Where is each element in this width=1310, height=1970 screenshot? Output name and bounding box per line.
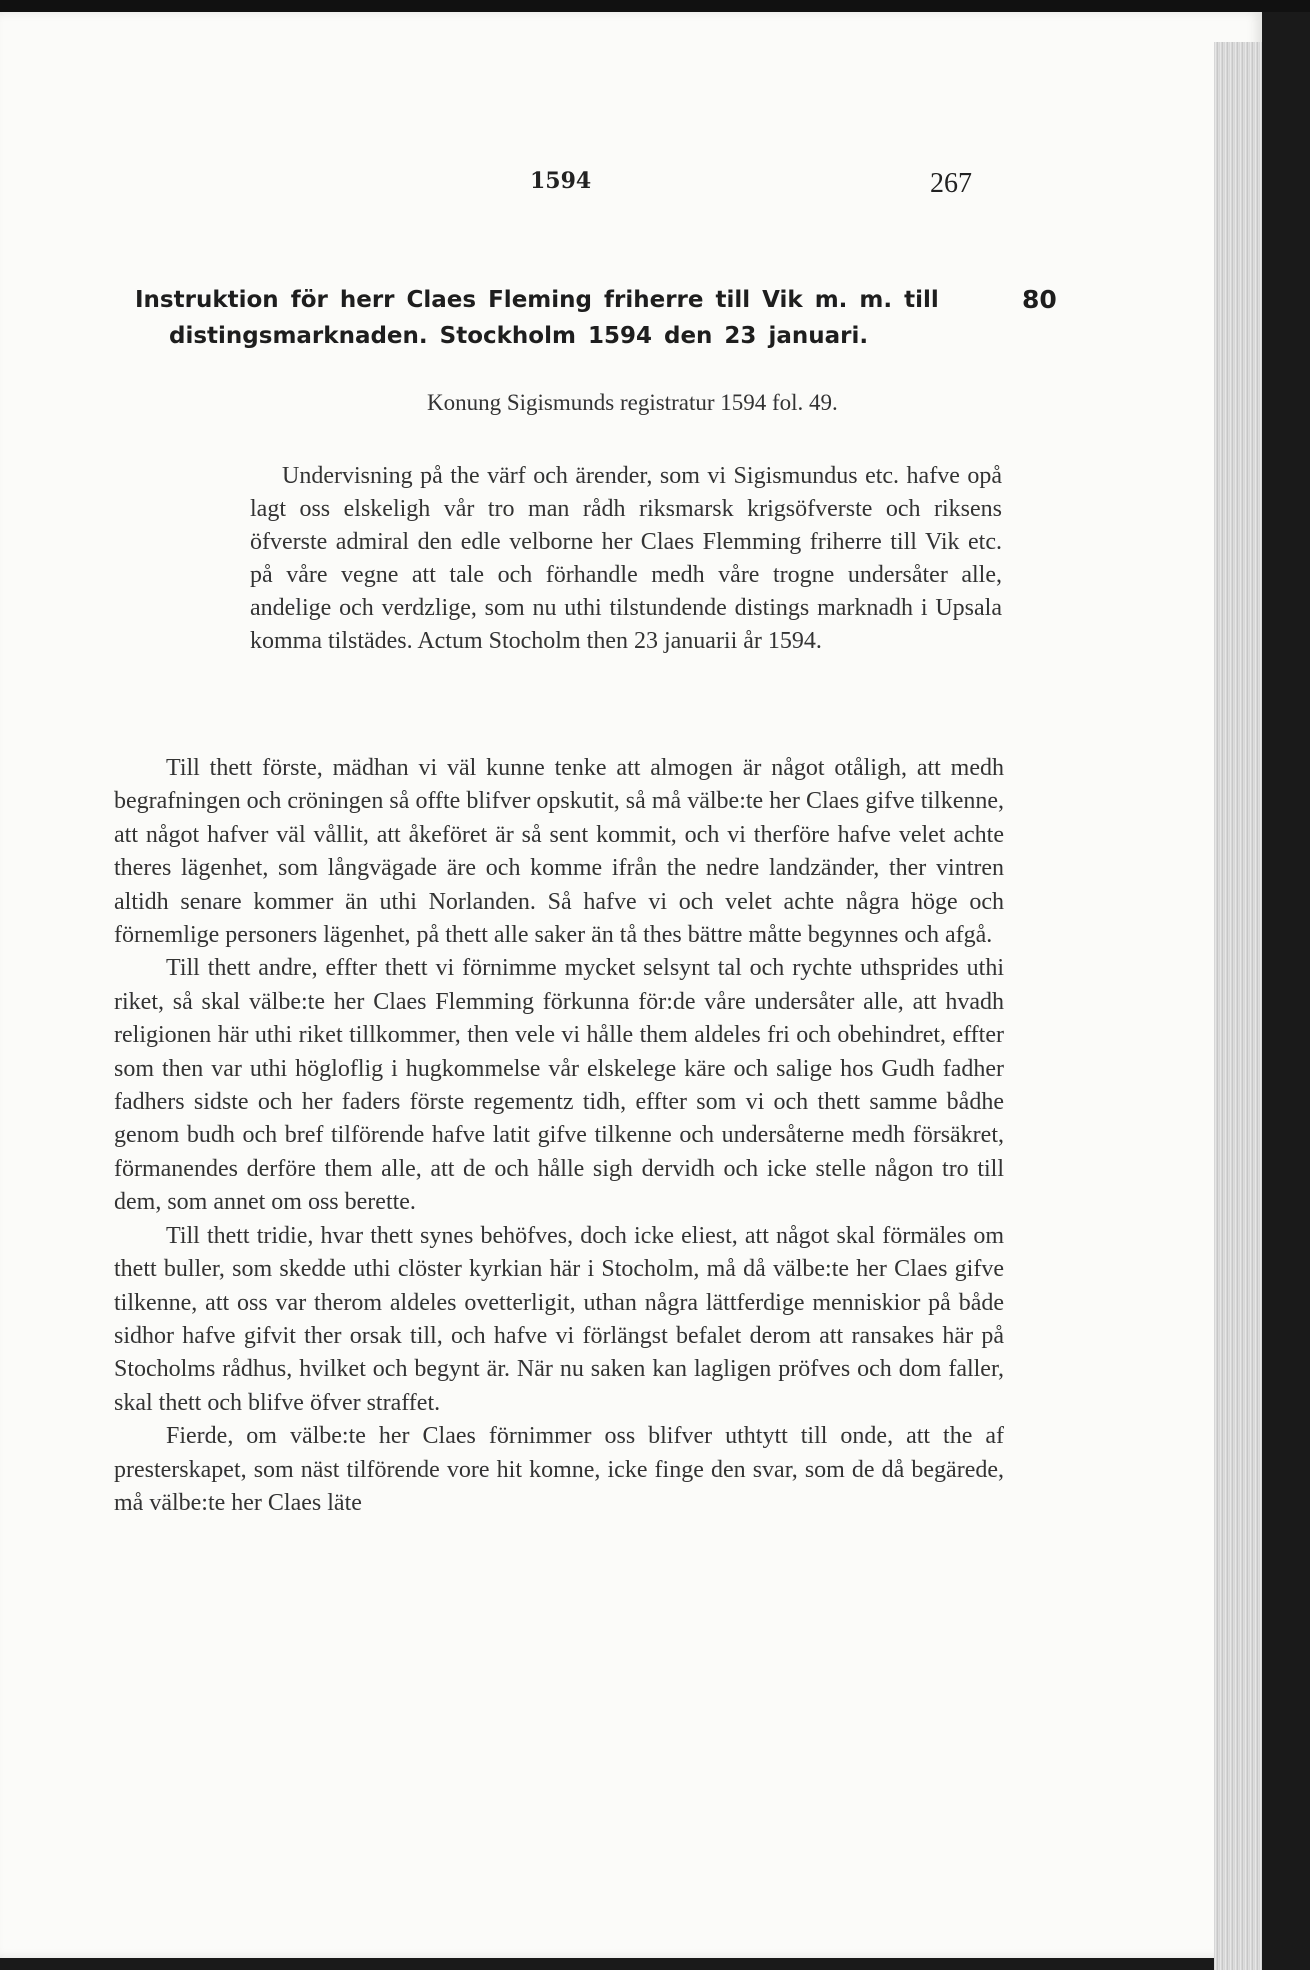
document-title-line-1: Instruktion för herr Claes Fleming friherre till Vik m. m. till bbox=[135, 287, 939, 313]
document-title bbox=[135, 282, 1007, 354]
intro-paragraph: Undervisning på the värf och ärender, som vi Sigismundus etc. hafve opå lagt oss elskeligh vår tro man rådh riksmarsk krigsöfverste och riksens öfverste admiral den edle velborne her Claes Flemming friherre till Vik etc. på våre vegne att tale och förhandle medh våre trogne undersåter alle, andelige och verdzlige, som nu uthi tilstundende distings marknadh i Upsala komma tilstädes. Actum Stocholm then 23 januarii år 1594. bbox=[250, 463, 1002, 654]
header-year: 1594 bbox=[530, 168, 592, 194]
document-number: 80 bbox=[1022, 285, 1057, 314]
page-number: 267 bbox=[930, 168, 972, 199]
body-text bbox=[114, 752, 1004, 1520]
source-reference: Konung Sigismunds registratur 1594 fol. 49. bbox=[427, 390, 838, 415]
paragraph-third: Till thett tridie, hvar thett synes behöfves, doch icke eliest, att något skal förmäles om thett buller, som skedde uthi clöster kyrkian här i Stocholm, må då välbe:te her Claes gifve tilkenne, att oss var therom aldeles ovetterligit, uthan några lättferdige menniskior på både sidhor hafve gifvit ther orsak till, och hafve vi förlängst befalet derom att ransakes här på Stocholms rådhus, hvilket och begynt är. När nu saken kan lagligen pröfves och dom faller, skal thett och blifve öfver straffet. bbox=[114, 1222, 1004, 1416]
document-title-line-2: distingsmarknaden. Stockholm 1594 den 23 januari. bbox=[169, 323, 869, 349]
paragraph-fourth: Fierde, om välbe:te her Claes förnimmer oss blifver uthtytt till onde, att the af presterskapet, som näst tilförende vore hit komne, icke finge den svar, som de då begärede, må välbe:te her Claes läte bbox=[114, 1423, 1004, 1516]
book-page bbox=[0, 12, 1262, 1958]
paragraph-second: Till thett andre, effter thett vi förnimme mycket selsynt tal och rychte uthsprides uthi riket, så skal välbe:te her Claes Flemming förkunna för:de våre undersåter alle, att hvadh religionen här uthi riket tillkommer, then vele vi hålle them aldeles fri och obehindret, effter som then var uthi högloflig i hugkommelse vår elskelege käre och salige hos Gudh fadher fadhers sidste och her faders förste regementz tidh, effter som vi och thett samme bådhe genom budh och bref tilförende hafve latit gifve tilkenne och undersåterne medh försäkret, förmanendes derföre them alle, att de och hålle sigh dervidh och icke stelle någon tro till dem, som annet om oss berette. bbox=[114, 955, 1004, 1216]
paragraph-first: Till thett förste, mädhan vi väl kunne tenke att almogen är något otåligh, att medh begrafningen och cröningen så offte blifver opskutit, så må välbe:te her Claes gifve tilkenne, att något hafver väl vållit, att åkeföret är så sent kommit, och vi therföre hafve velet achte theres lägenhet, som långvägade äre och komme ifrån the nedre landzänder, ther vintren altidh senare kommer än uthi Norlanden. Så hafve vi och velet achte några höge och förnemlige personers lägenhet, på thett alle saker än tå thes bättre måtte begynnes och afgå. bbox=[114, 755, 1004, 949]
running-header bbox=[160, 168, 972, 208]
page-edge-shadow bbox=[1214, 42, 1262, 1970]
scan-top-border bbox=[0, 0, 1310, 12]
